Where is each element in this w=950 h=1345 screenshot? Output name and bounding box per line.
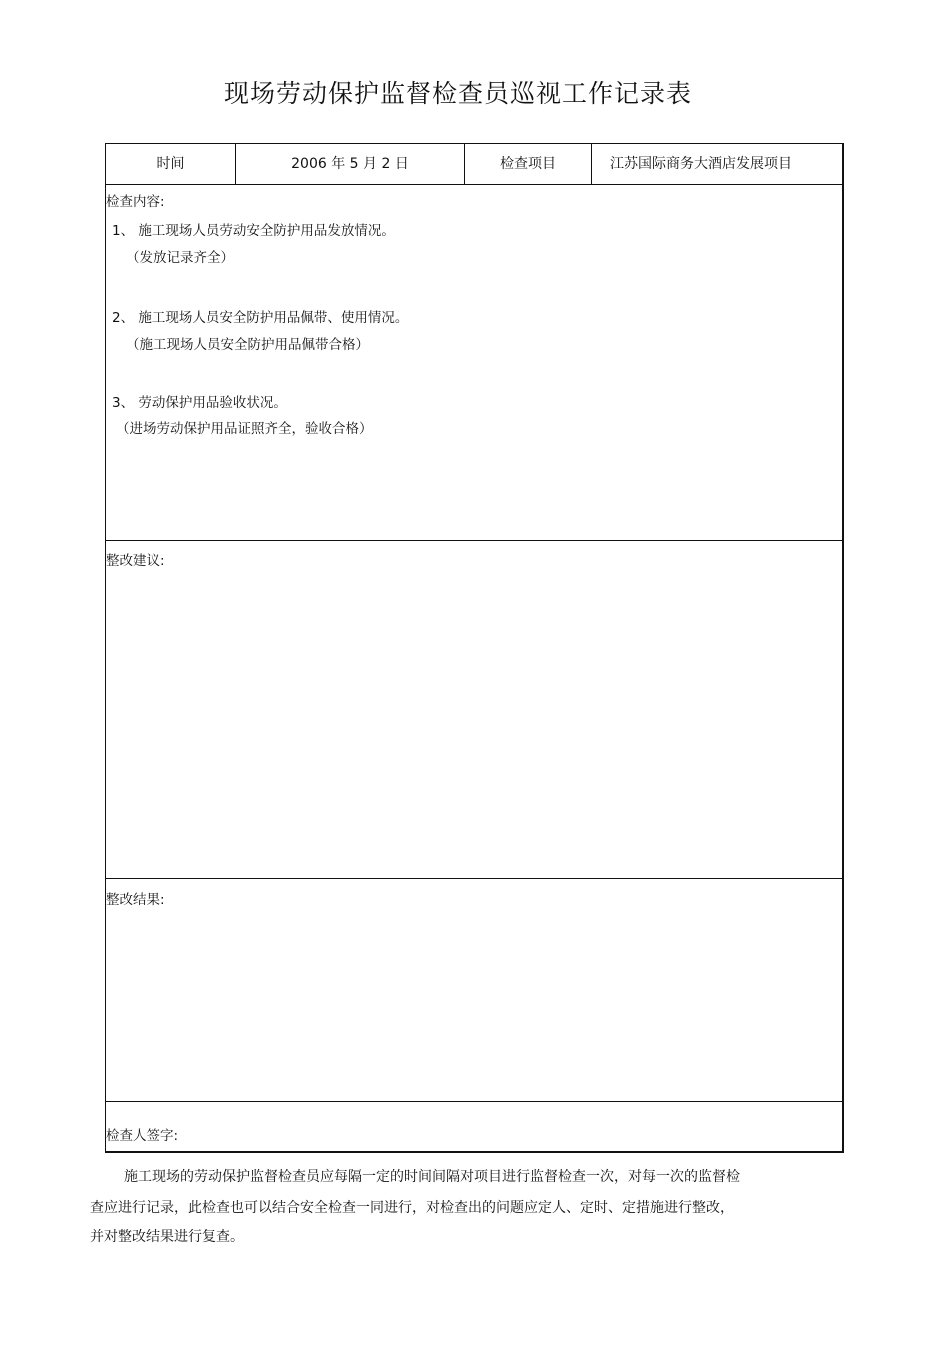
suggestion-section [106,541,842,879]
footnote-line-2: 查应进行记录，此检查也可以结合安全检查一同进行，对检查出的问题应定人、定时、定措施进行整改， [90,1200,734,1216]
project-value: 江苏国际商务大酒店发展项目 [610,156,792,172]
footnote-line-3: 并对整改结果进行复查。 [90,1229,244,1245]
footnote-line-1: 施工现场的劳动保护监督检查员应每隔一定的时间间隔对项目进行监督检查一次，对每一次的监督检 [124,1169,740,1185]
inspection-result-3: （进场劳动保护用品证照齐全，验收合格） [116,421,373,437]
header-row [106,144,842,185]
inspection-result-2: （施工现场人员安全防护用品佩带合格） [126,337,369,353]
inspection-label: 检查内容: [106,194,165,210]
signature-section [106,1102,842,1151]
page-title: 现场劳动保护监督检查员巡视工作记录表 [223,79,692,108]
inspection-result-1: （发放记录齐全） [126,250,234,266]
record-form [105,143,844,1153]
result-section [106,879,842,1102]
inspection-item-3: 3、 劳动保护用品验收状况。 [112,395,287,411]
date-value: 2006 年 5 月 2 日 [236,144,465,184]
signature-label: 检查人签字: [106,1128,179,1144]
suggestion-label: 整改建议: [106,553,165,569]
project-label: 检查项目 [465,144,592,184]
inspection-item-2: 2、 施工现场人员安全防护用品佩带、使用情况。 [112,310,409,326]
inspection-item-1: 1、 施工现场人员劳动安全防护用品发放情况。 [112,223,395,239]
result-label: 整改结果: [106,892,165,908]
time-label: 时间 [106,144,236,184]
inspection-section [106,185,842,541]
